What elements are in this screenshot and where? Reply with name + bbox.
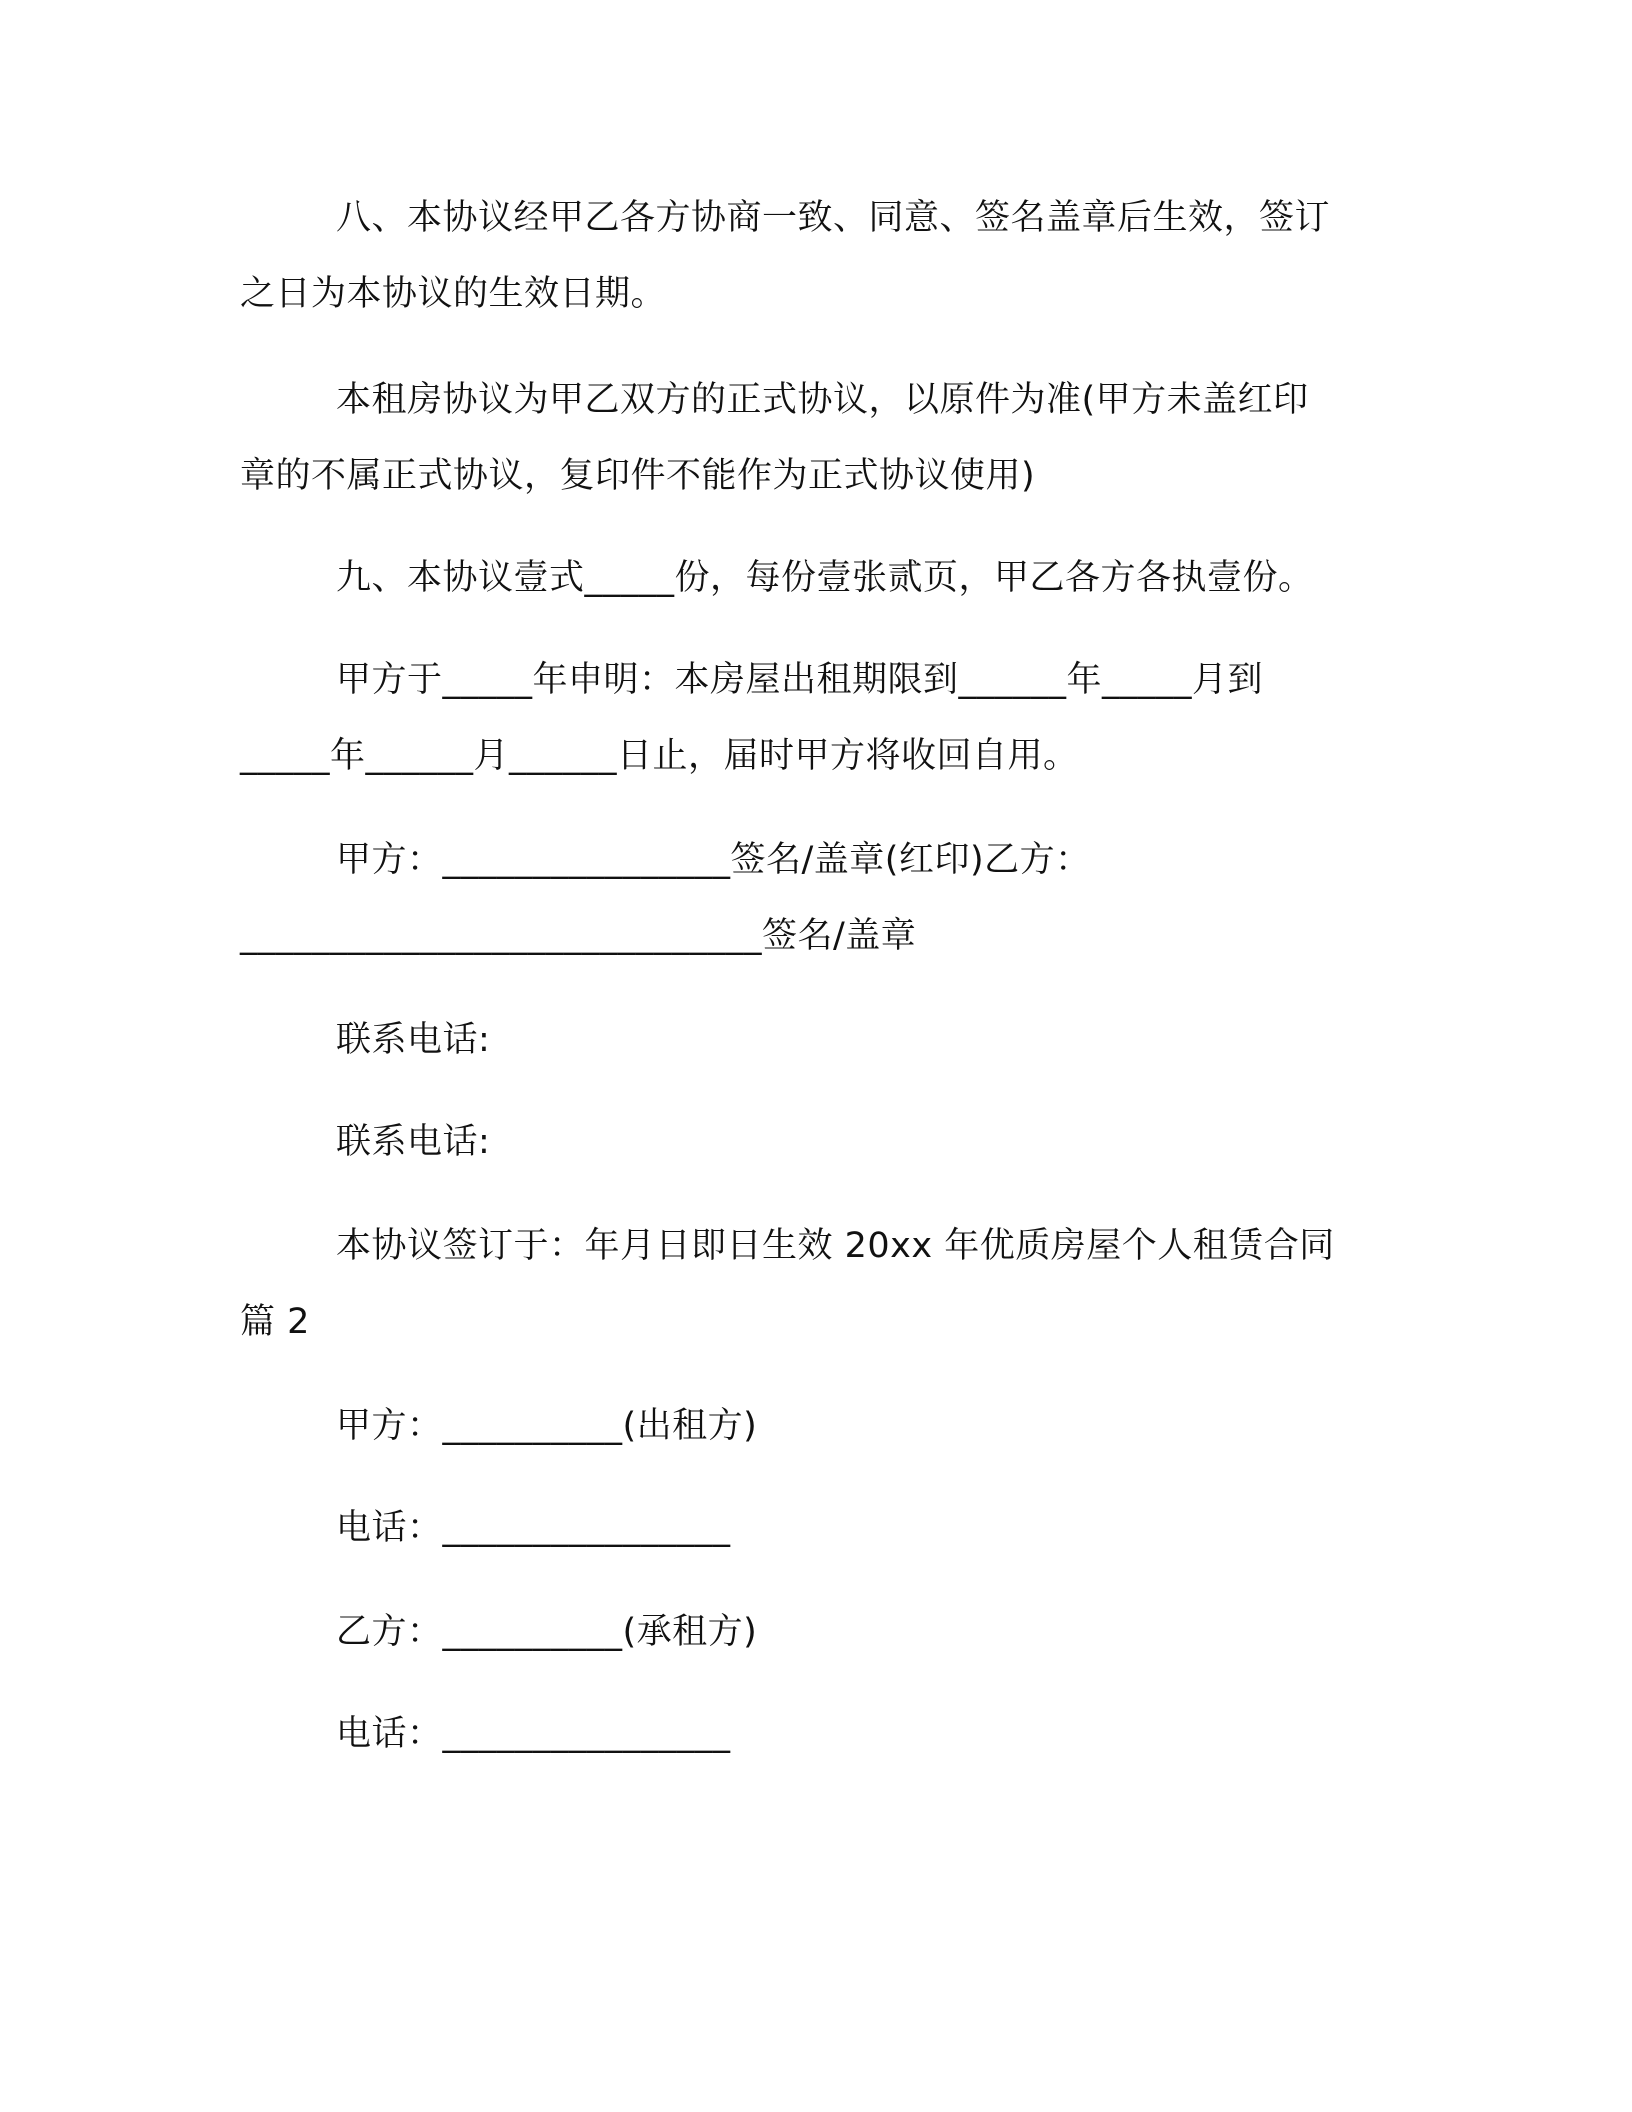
section-heading-part-2: 篇 2	[240, 1302, 310, 1342]
clause-8-line-2: 之日为本协议的生效日期。	[240, 274, 667, 314]
party-b-phone-label: 联系电话:	[336, 1122, 491, 1162]
formal-agreement-line-1: 本租房协议为甲乙双方的正式协议，以原件为准(甲方未盖红印	[336, 380, 1309, 420]
signing-date-line-1: 本协议签订于：年月日即日生效 20xx 年优质房屋个人租赁合同	[336, 1226, 1335, 1266]
clause-9-line: 九、本协议壹式_____份，每份壹张贰页，甲乙各方各执壹份。	[336, 558, 1314, 598]
party-a-phone-label: 联系电话:	[336, 1020, 491, 1060]
lessee-phone-line: 电话：________________	[336, 1714, 731, 1754]
lessor-phone-line: 电话：________________	[336, 1508, 731, 1548]
formal-agreement-line-2: 章的不属正式协议，复印件不能作为正式协议使用)	[240, 456, 1036, 496]
lessee-line: 乙方：__________(承租方)	[336, 1612, 758, 1652]
clause-8-line-1: 八、本协议经甲乙各方协商一致、同意、签名盖章后生效，签订	[336, 198, 1331, 238]
lease-term-line-1: 甲方于_____年申明：本房屋出租期限到______年_____月到	[336, 660, 1264, 700]
signature-line-2: _____________________________签名/盖章	[240, 916, 917, 956]
signature-line-1: 甲方：________________签名/盖章(红印)乙方：	[336, 840, 1091, 880]
lessor-line: 甲方：__________(出租方)	[336, 1406, 758, 1446]
lease-term-line-2: _____年______月______日止，届时甲方将收回自用。	[240, 736, 1079, 776]
